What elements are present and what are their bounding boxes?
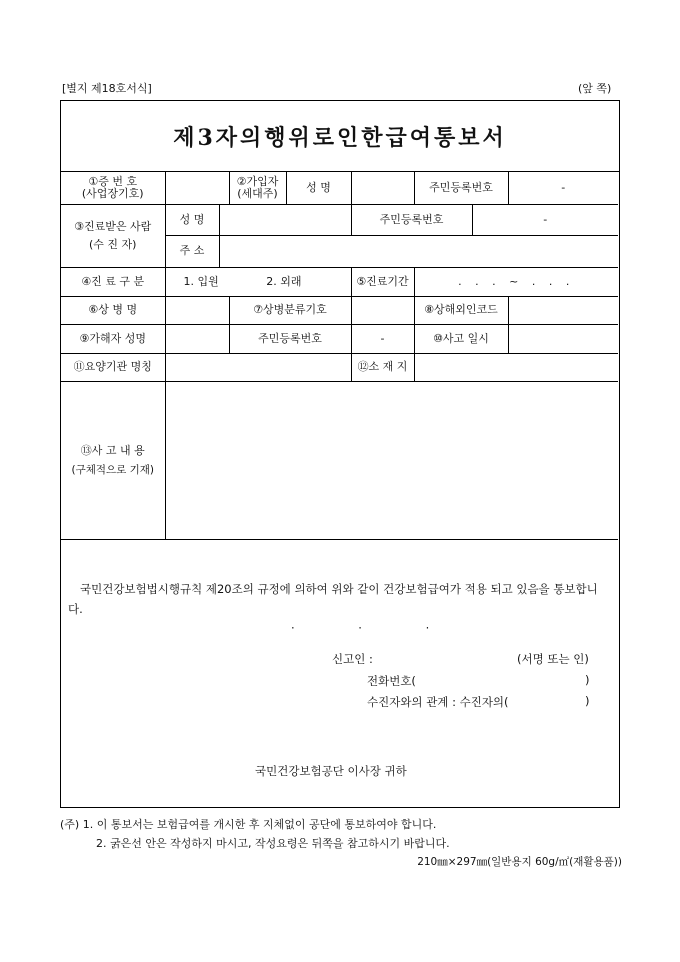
facility-location-label: ⑫소 재 지 — [351, 354, 414, 382]
accident-content-sublabel: (구체적으로 기재) — [71, 463, 155, 476]
declaration-text: 국민건강보험법시행규칙 제20조의 규정에 의하여 위와 같이 건강보험급여가 적용 되고 있음을 통보합니다. — [68, 582, 598, 616]
declaration-section — [61, 549, 619, 807]
patient-rrn-label: 주민등록번호 — [351, 205, 472, 236]
accident-date-label: ⑩사고 일시 — [414, 325, 508, 354]
notification-form — [60, 100, 620, 808]
option-outpatient[interactable]: 2. 외래 — [266, 274, 302, 288]
row-patient-name — [61, 205, 618, 236]
page-side-label: (앞 쪽) — [578, 82, 612, 95]
facility-name-label: ⑪요양기관 명칭 — [61, 354, 165, 382]
treatment-type-options — [165, 268, 351, 297]
treatment-period-label: ⑤진료기간 — [351, 268, 414, 297]
subscriber-rrn-label: 주민등록번호 — [414, 172, 508, 205]
disease-code-field[interactable] — [351, 297, 414, 325]
patient-label: ③진료받은 사람 — [74, 219, 152, 233]
relation-label[interactable]: 수진자와의 관계 : 수진자의( — [367, 695, 509, 709]
relation-close: ) — [585, 694, 590, 708]
row-facility — [61, 354, 618, 382]
patient-name-field[interactable] — [219, 205, 351, 236]
accident-date-field[interactable] — [508, 325, 618, 354]
accident-content-label-cell — [61, 382, 165, 540]
accident-content-label: ⑬사 고 내 용 — [80, 443, 145, 457]
patient-sublabel: (수 진 자) — [89, 238, 137, 251]
disease-name-field[interactable] — [165, 297, 229, 325]
subscriber-name-field[interactable] — [351, 172, 414, 205]
phone-close: ) — [585, 673, 590, 687]
note-2: 2. 굵은선 안은 작성하지 마시고, 작성요령은 뒤쪽을 참고하시기 바랍니다. — [96, 837, 450, 850]
facility-location-field[interactable] — [414, 354, 618, 382]
phone-label[interactable]: 전화번호( — [367, 674, 416, 688]
disease-name-label: ⑥상 병 명 — [61, 297, 165, 325]
subscriber-rrn-field[interactable]: - — [508, 172, 618, 205]
patient-label-cell — [61, 205, 165, 268]
row-accident — [61, 382, 618, 540]
date-field[interactable]: · · · — [291, 621, 460, 635]
subscriber-name-label: 성 명 — [286, 172, 351, 205]
patient-address-field[interactable] — [219, 236, 618, 268]
reporter-label: 신고인 : — [332, 652, 373, 666]
disease-code-label: ⑦상병분류기호 — [229, 297, 351, 325]
row-offender — [61, 325, 618, 354]
facility-name-field[interactable] — [165, 354, 351, 382]
insurance-no-label-cell — [61, 172, 165, 205]
offender-rrn-label: 주민등록번호 — [229, 325, 351, 354]
note-1: (주) 1. 이 통보서는 보험급여를 개시한 후 지체없이 공단에 통보하여야 합니다. — [60, 818, 437, 831]
offender-name-label: ⑨가해자 성명 — [61, 325, 165, 354]
form-title: 제3자의행위로인한급여통보서 — [61, 101, 619, 172]
signature-label[interactable]: (서명 또는 인) — [517, 652, 589, 666]
form-grid — [61, 171, 618, 540]
insurance-no-sublabel: (사업장기호) — [81, 187, 144, 200]
notes-section — [60, 815, 622, 872]
offender-name-field[interactable] — [165, 325, 229, 354]
patient-rrn-field[interactable]: - — [472, 205, 618, 236]
option-inpatient[interactable]: 1. 입원 — [183, 274, 219, 288]
subscriber-sublabel: (세대주) — [237, 187, 278, 200]
row-treatment — [61, 268, 618, 297]
accident-content-field[interactable] — [165, 382, 618, 540]
offender-rrn-field[interactable]: - — [351, 325, 414, 354]
paper-spec: 210㎜×297㎜(일반용지 60g/㎡(재활용품)) — [417, 856, 622, 868]
external-cause-field[interactable] — [508, 297, 618, 325]
treatment-type-label: ④진 료 구 분 — [61, 268, 165, 297]
recipient: 국민건강보험공단 이사장 귀하 — [255, 764, 407, 778]
patient-name-label: 성 명 — [165, 205, 219, 236]
row-disease — [61, 297, 618, 325]
row-insurance — [61, 172, 618, 205]
subscriber-label: ②가입자 — [236, 174, 279, 188]
treatment-period-field[interactable]: . . . ~ . . . — [414, 268, 618, 297]
external-cause-label: ⑧상해외인코드 — [414, 297, 508, 325]
insurance-no-field[interactable] — [165, 172, 229, 205]
subscriber-label-cell — [229, 172, 286, 205]
form-number-label: [별지 제18호서식] — [62, 82, 152, 95]
patient-address-label: 주 소 — [165, 236, 219, 268]
insurance-no-label: ①증 번 호 — [88, 174, 138, 188]
